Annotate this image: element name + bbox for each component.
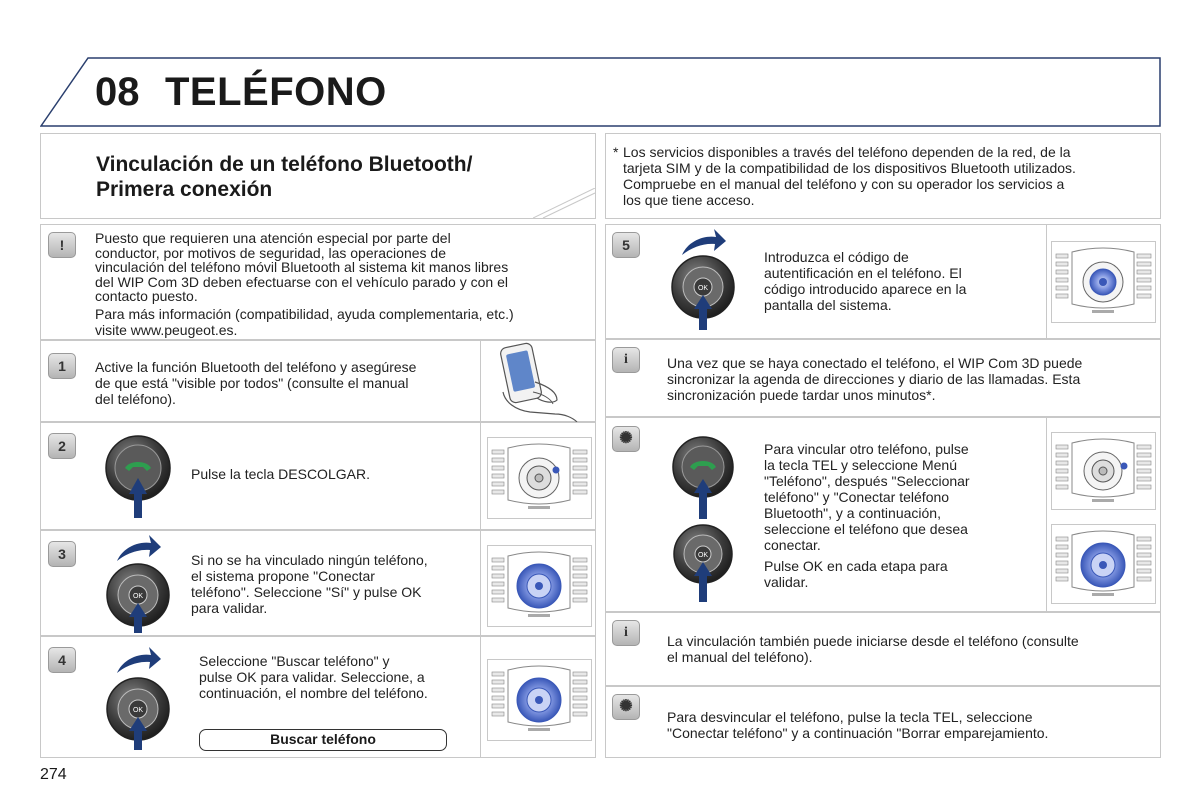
step-4-text: Seleccione "Buscar teléfono" y pulse OK para validar. Seleccione, a continuación, el nombre del teléfono. — [199, 653, 428, 701]
tip-call-button-icon — [668, 435, 738, 519]
tip-1-console-image-top — [1051, 432, 1156, 510]
info-1-text: Una vez que se haya conectado el teléfono, el WIP Com 3D puede sincronizar la agenda de direcciones y diario de las llamadas. Esta sincronización puede tardar unos minutos*. — [667, 355, 1083, 403]
step-2-console-image — [487, 437, 592, 519]
info-icon-2: i — [612, 620, 640, 646]
tip-1-console-image-bottom — [1051, 524, 1156, 604]
step-2-text: Pulse la tecla DESCOLGAR. — [191, 466, 370, 482]
step-5-text: Introduzca el código de autentificación en el teléfono. El código introducido aparece en la pantalla del sistema. — [764, 249, 967, 313]
call-button-icon — [103, 434, 173, 518]
warning-text: Puesto que requieren una atención especial por parte del conductor, por motivos de seguridad, las operaciones de vinculación del teléfono móvil Bluetooth al sistema kit manos libres del WIP Com 3D deben efectuarse con el vehículo parado y con el contacto puesto. — [95, 230, 509, 304]
step-3-badge: 3 — [48, 541, 76, 567]
tip-icon: ✺ — [612, 426, 640, 452]
step-5-ok-dial-icon — [668, 227, 738, 330]
tip-ok-dial-icon — [668, 524, 738, 604]
step-4-badge: 4 — [48, 647, 76, 673]
search-phone-button[interactable]: Buscar teléfono — [199, 729, 447, 751]
info-icon: i — [612, 347, 640, 373]
svg-text:OK: OK — [697, 285, 709, 292]
section-title-line2: Primera conexión — [96, 178, 273, 201]
step-1-badge: 1 — [48, 353, 76, 379]
step-3-ok-dial-icon — [103, 533, 173, 633]
page-fold-corner — [533, 188, 596, 219]
chapter-title: TELÉFONO — [165, 70, 387, 114]
chapter-number: 08 — [95, 70, 140, 114]
exclamation-icon: ! — [48, 232, 76, 258]
step-4-ok-dial-icon — [103, 645, 173, 750]
page-number: 274 — [40, 766, 67, 783]
info-2-text: La vinculación también puede iniciarse desde el teléfono (consulte el manual del teléfono). — [667, 633, 1079, 665]
footnote-text: Los servicios disponibles a través del teléfono dependen de la red, de la tarjeta SIM y de la compatibilidad de los dispositivos Bluetooth utilizados. Compruebe en el manual del teléfono y con su operador los servicios a los que tiene acceso. — [623, 144, 1076, 208]
footnote-star: * — [613, 144, 619, 160]
tip-1-ok-text: Pulse OK en cada etapa para validar. — [764, 558, 948, 590]
step-4-console-image — [487, 659, 592, 741]
svg-text:OK: OK — [132, 707, 144, 714]
step-5-badge: 5 — [612, 232, 640, 258]
step-5-console-image — [1051, 241, 1156, 323]
svg-text:OK: OK — [132, 593, 144, 600]
svg-text:OK: OK — [697, 552, 709, 559]
section-title-line1: Vinculación de un teléfono Bluetooth/ — [96, 153, 473, 176]
tip-2-text: Para desvincular el teléfono, pulse la tecla TEL, seleccione "Conectar teléfono" y a continuación "Borrar emparejamiento. — [667, 709, 1049, 741]
step-3-text: Si no se ha vinculado ningún teléfono, el sistema propone "Conectar teléfono". Seleccione "Sí" y pulse OK para validar. — [191, 552, 428, 616]
section-title — [96, 152, 472, 202]
tip-icon-2: ✺ — [612, 694, 640, 720]
hand-phone-icon — [495, 342, 580, 422]
step-1-text: Active la función Bluetooth del teléfono y asegúrese de que está "visible por todos" (consulte el manual del teléfono). — [95, 359, 417, 407]
warning-more-info: Para más información (compatibilidad, ayuda complementaria, etc.) visite www.peugeot.es. — [95, 306, 514, 338]
tip-1-text: Para vincular otro teléfono, pulse la tecla TEL y seleccione Menú "Teléfono", después "Seleccionar teléfono" y "Conectar teléfono Bluetooth", y a continuación, seleccione el teléfono que desea conectar. — [764, 441, 970, 553]
step-3-console-image — [487, 545, 592, 627]
step-2-badge: 2 — [48, 433, 76, 459]
